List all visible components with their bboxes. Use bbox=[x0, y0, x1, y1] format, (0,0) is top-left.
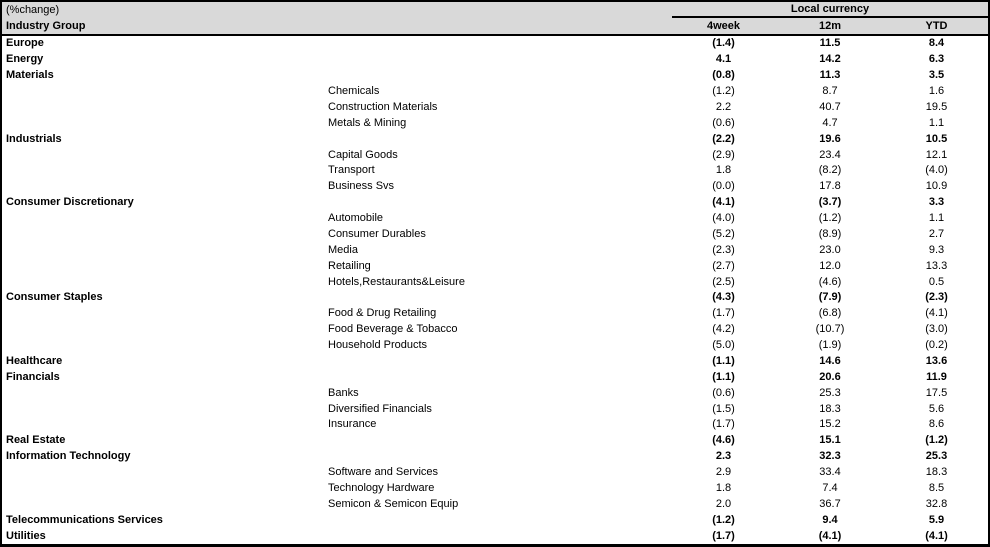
row-label: Information Technology bbox=[6, 450, 131, 463]
cell-ytd: 11.9 bbox=[926, 370, 947, 383]
table-row bbox=[2, 258, 988, 274]
cell-ytd: 9.3 bbox=[928, 243, 945, 256]
cell-4week: (5.2) bbox=[712, 227, 735, 240]
cell-12m: (3.7) bbox=[818, 196, 842, 209]
cell-ytd: (4.1) bbox=[925, 307, 948, 320]
cell-12m: 32.3 bbox=[819, 450, 841, 463]
table-body bbox=[2, 36, 988, 544]
column-header-12m: 12m bbox=[818, 20, 842, 32]
row-label: Materials bbox=[6, 69, 54, 82]
table-row bbox=[2, 322, 988, 338]
cell-12m: 20.6 bbox=[819, 370, 841, 383]
cell-ytd: 10.5 bbox=[925, 132, 948, 145]
cell-4week: (4.0) bbox=[712, 212, 735, 225]
cell-12m: 4.7 bbox=[822, 116, 838, 129]
cell-12m: 11.3 bbox=[819, 69, 841, 82]
table-row bbox=[2, 465, 988, 481]
cell-ytd: 1.1 bbox=[928, 212, 945, 225]
cell-12m: (7.9) bbox=[818, 291, 842, 304]
row-label: Diversified Financials bbox=[328, 402, 432, 415]
cell-12m: 18.3 bbox=[819, 402, 841, 415]
row-label: Banks bbox=[328, 386, 359, 399]
row-label: Food Beverage & Tobacco bbox=[328, 323, 458, 336]
table-row bbox=[2, 100, 988, 116]
cell-ytd: 13.6 bbox=[925, 354, 948, 367]
table-row bbox=[2, 385, 988, 401]
cell-4week: (1.2) bbox=[712, 85, 735, 98]
column-header-ytd: YTD bbox=[925, 20, 948, 32]
cell-4week: (1.1) bbox=[712, 370, 735, 383]
table-row bbox=[2, 306, 988, 322]
cell-ytd: (4.0) bbox=[925, 164, 948, 177]
cell-12m: 14.2 bbox=[819, 53, 841, 66]
cell-12m: 14.6 bbox=[819, 354, 841, 367]
row-label: Healthcare bbox=[6, 354, 63, 367]
cell-4week: (1.7) bbox=[712, 418, 735, 431]
cell-4week: (0.6) bbox=[712, 386, 735, 399]
cell-4week: (1.2) bbox=[712, 513, 735, 526]
row-label: Financials bbox=[6, 370, 60, 383]
row-label: Retailing bbox=[328, 259, 371, 272]
cell-4week: (5.0) bbox=[712, 339, 735, 352]
cell-ytd: 18.3 bbox=[925, 466, 948, 479]
cell-ytd: (0.2) bbox=[925, 339, 948, 352]
table-row bbox=[2, 512, 988, 528]
table-row bbox=[2, 84, 988, 100]
cell-4week: 1.8 bbox=[715, 164, 732, 177]
cell-ytd: 0.5 bbox=[928, 275, 945, 288]
local-currency-group-header: Local currency bbox=[672, 2, 988, 18]
cell-4week: (2.5) bbox=[712, 275, 735, 288]
cell-ytd: (4.1) bbox=[925, 529, 948, 542]
cell-12m: (10.7) bbox=[815, 323, 845, 336]
table-row bbox=[2, 433, 988, 449]
cell-12m: 23.0 bbox=[819, 243, 841, 256]
table-row bbox=[2, 36, 988, 52]
row-label: Construction Materials bbox=[328, 100, 438, 113]
industry-group-header: Industry Group bbox=[6, 20, 86, 32]
header-row-top bbox=[2, 2, 988, 18]
row-label: Utilities bbox=[6, 529, 46, 542]
cell-ytd: 5.6 bbox=[928, 402, 945, 415]
row-label: Food & Drug Retailing bbox=[328, 307, 437, 320]
table-row bbox=[2, 481, 988, 497]
table-row bbox=[2, 115, 988, 131]
table-row bbox=[2, 496, 988, 512]
table-row bbox=[2, 528, 988, 544]
row-label: Consumer Discretionary bbox=[6, 196, 134, 209]
cell-12m: 15.1 bbox=[819, 434, 841, 447]
row-label: Industrials bbox=[6, 132, 62, 145]
cell-12m: (4.1) bbox=[818, 529, 842, 542]
percent-change-label: (%change) bbox=[6, 4, 60, 16]
cell-ytd: 32.8 bbox=[925, 497, 948, 510]
cell-4week: (1.4) bbox=[712, 37, 735, 50]
cell-4week: (0.8) bbox=[712, 69, 735, 82]
row-label: Semicon & Semicon Equip bbox=[328, 497, 459, 510]
cell-ytd: 1.1 bbox=[928, 116, 945, 129]
cell-4week: (0.0) bbox=[712, 180, 735, 193]
cell-4week: 2.3 bbox=[715, 450, 732, 463]
cell-12m: 17.8 bbox=[819, 180, 841, 193]
cell-4week: (4.3) bbox=[712, 291, 735, 304]
cell-4week: (2.7) bbox=[712, 259, 735, 272]
cell-ytd: 2.7 bbox=[928, 227, 945, 240]
cell-4week: (1.5) bbox=[712, 402, 735, 415]
row-label: Chemicals bbox=[328, 85, 380, 98]
table-row bbox=[2, 354, 988, 370]
cell-ytd: 8.4 bbox=[928, 37, 945, 50]
cell-12m: 23.4 bbox=[819, 148, 841, 161]
cell-12m: 11.5 bbox=[819, 37, 841, 50]
row-label: Real Estate bbox=[6, 434, 66, 447]
cell-12m: 40.7 bbox=[819, 100, 841, 113]
cell-12m: 33.4 bbox=[819, 466, 841, 479]
column-header-4week: 4week bbox=[706, 20, 741, 32]
cell-ytd: 6.3 bbox=[928, 53, 945, 66]
cell-4week: (1.1) bbox=[712, 354, 735, 367]
cell-12m: 15.2 bbox=[819, 418, 841, 431]
cell-12m: 25.3 bbox=[819, 386, 841, 399]
table-row bbox=[2, 274, 988, 290]
cell-ytd: 3.5 bbox=[928, 69, 945, 82]
cell-12m: 19.6 bbox=[819, 132, 841, 145]
row-label: Automobile bbox=[328, 212, 384, 225]
row-label: Europe bbox=[6, 37, 44, 50]
row-label: Transport bbox=[328, 164, 375, 177]
cell-ytd: 25.3 bbox=[925, 450, 948, 463]
cell-4week: (2.2) bbox=[712, 132, 735, 145]
row-label: Metals & Mining bbox=[328, 116, 407, 129]
cell-ytd: 19.5 bbox=[925, 100, 948, 113]
cell-4week: (4.6) bbox=[712, 434, 735, 447]
row-label: Insurance bbox=[328, 418, 377, 431]
row-label: Consumer Staples bbox=[6, 291, 103, 304]
cell-4week: (4.2) bbox=[712, 323, 735, 336]
row-label: Telecommunications Services bbox=[6, 513, 163, 526]
table-row bbox=[2, 401, 988, 417]
cell-12m: (6.8) bbox=[818, 307, 842, 320]
cell-ytd: 8.5 bbox=[928, 481, 945, 494]
table-row bbox=[2, 417, 988, 433]
table-row bbox=[2, 227, 988, 243]
cell-12m: 9.4 bbox=[822, 513, 838, 526]
cell-4week: 2.9 bbox=[715, 466, 732, 479]
table-row bbox=[2, 211, 988, 227]
table-row bbox=[2, 338, 988, 354]
table-row bbox=[2, 290, 988, 306]
row-label: Capital Goods bbox=[328, 148, 398, 161]
cell-12m: 7.4 bbox=[822, 481, 838, 494]
cell-ytd: 13.3 bbox=[925, 259, 948, 272]
row-label: Energy bbox=[6, 53, 44, 66]
cell-4week: (1.7) bbox=[712, 307, 735, 320]
table-row bbox=[2, 179, 988, 195]
table-row bbox=[2, 52, 988, 68]
cell-4week: (2.3) bbox=[712, 243, 735, 256]
cell-ytd: 12.1 bbox=[925, 148, 948, 161]
cell-12m: (1.2) bbox=[818, 212, 842, 225]
cell-ytd: 10.9 bbox=[925, 180, 948, 193]
table-row bbox=[2, 449, 988, 465]
cell-ytd: (2.3) bbox=[925, 291, 948, 304]
cell-12m: 8.7 bbox=[822, 85, 838, 98]
cell-ytd: 1.6 bbox=[928, 85, 945, 98]
table-row bbox=[2, 147, 988, 163]
cell-4week: 1.8 bbox=[715, 481, 732, 494]
cell-12m: 12.0 bbox=[819, 259, 841, 272]
cell-ytd: 17.5 bbox=[925, 386, 948, 399]
table-row bbox=[2, 369, 988, 385]
cell-ytd: (3.0) bbox=[925, 323, 948, 336]
row-label: Business Svs bbox=[328, 180, 395, 193]
cell-4week: (1.7) bbox=[712, 529, 735, 542]
row-label: Consumer Durables bbox=[328, 227, 426, 240]
cell-12m: (4.6) bbox=[818, 275, 842, 288]
header-row-columns bbox=[2, 18, 988, 34]
row-label: Technology Hardware bbox=[328, 481, 435, 494]
cell-4week: (0.6) bbox=[712, 116, 735, 129]
cell-12m: (8.2) bbox=[818, 164, 842, 177]
table-header bbox=[2, 2, 988, 36]
cell-4week: 4.1 bbox=[715, 53, 732, 66]
row-label: Media bbox=[328, 243, 358, 256]
table-row bbox=[2, 68, 988, 84]
table-row bbox=[2, 163, 988, 179]
cell-12m: (8.9) bbox=[818, 227, 842, 240]
cell-12m: 36.7 bbox=[819, 497, 841, 510]
row-label: Household Products bbox=[328, 339, 428, 352]
cell-ytd: (1.2) bbox=[925, 434, 948, 447]
row-label: Hotels,Restaurants&Leisure bbox=[328, 275, 465, 288]
cell-4week: (4.1) bbox=[712, 196, 735, 209]
table-row bbox=[2, 195, 988, 211]
cell-ytd: 8.6 bbox=[928, 418, 945, 431]
row-label: Software and Services bbox=[328, 466, 439, 479]
cell-4week: 2.2 bbox=[715, 100, 732, 113]
cell-ytd: 3.3 bbox=[928, 196, 945, 209]
table-row bbox=[2, 131, 988, 147]
cell-4week: (2.9) bbox=[712, 148, 735, 161]
cell-ytd: 5.9 bbox=[928, 513, 945, 526]
cell-12m: (1.9) bbox=[818, 339, 842, 352]
cell-4week: 2.0 bbox=[715, 497, 732, 510]
table-row bbox=[2, 242, 988, 258]
